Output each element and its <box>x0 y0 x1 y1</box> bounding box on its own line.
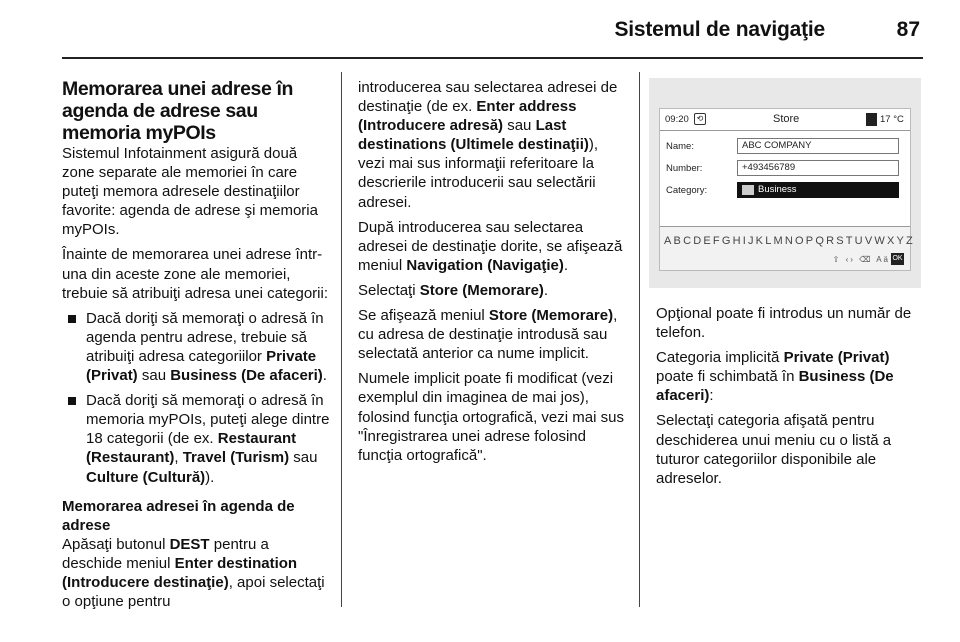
number-field[interactable]: +493456789 <box>737 160 899 176</box>
paragraph: Selectaţi Store (Memorare). <box>358 281 549 299</box>
paragraph: Apăsaţi butonul DEST pentru a deschide meniul Enter destination (Introducere destinaţie), apoi selectaţi o opţiune pentru <box>62 535 325 611</box>
ok-button[interactable]: OK <box>891 253 904 265</box>
paragraph: Înainte de memorarea unei adrese într-una din aceste zone ale memoriei, trebuie să atribuiţi adresa unei categorii: <box>62 246 328 302</box>
speller-control-icons[interactable]: ⇧ ‹› ⌫ Aä <box>832 255 890 264</box>
paragraph: Categoria implicită Private (Privat) poate fi schimbată în Business (De afaceri): <box>656 349 894 405</box>
category-icon <box>742 185 754 195</box>
speller-letters[interactable]: ABCDEFGHIJKLMNOPQRSTUVWXYZ <box>664 235 915 247</box>
bullet-square-icon <box>68 315 76 323</box>
paragraph: Sistemul Infotainment asigură două zone separate ale memoriei în care puteţi memora adresele destinaţiilor favorite: agenda de adrese şi memoria myPOIs. <box>62 145 318 239</box>
name-field[interactable]: ABC COMPANY <box>737 138 899 154</box>
category-field[interactable]: Business <box>737 182 899 198</box>
bullet-square-icon <box>68 397 76 405</box>
screen-status-bar <box>660 109 910 131</box>
list-item: Dacă doriţi să memoraţi o adresă în agenda pentru adrese, trebuie să atribuiţi adresa categoriilor Private (Privat) sau Business (De afaceri). <box>62 309 330 385</box>
speller-keyboard <box>660 226 915 270</box>
paragraph: Selectaţi categoria afişată pentru deschiderea unui meniu cu o listă a tuturor categoriilor disponibile ale adreselor. <box>656 412 892 487</box>
name-label: Name: <box>666 141 694 152</box>
header-rule <box>62 57 923 59</box>
header-title: Sistemul de navigaţie <box>614 18 825 41</box>
column-1 <box>62 78 330 617</box>
clock-time: 09:20 <box>665 114 689 125</box>
paragraph: introducerea sau selectarea adresei de destinaţie (de ex. Enter address (Introducere adresă) sau Last destinations (Ultimele destinaţii)), vezi mai sus informaţii referitoare la descrierile introducerii sau selectării adresei. <box>358 79 618 211</box>
paragraph: După introducerea sau selectarea adresei de destinaţie dorite, se afişează meniul Navigation (Navigaţie). <box>358 218 623 274</box>
page-number: 87 <box>896 18 920 41</box>
paragraph: Se afişează meniul Store (Memorare), cu adresa de destinaţie introdusă sau selectată anterior ca nume implicit. <box>358 307 618 363</box>
column-divider <box>341 72 342 607</box>
category-label: Category: <box>666 185 708 196</box>
number-label: Number: <box>666 163 703 174</box>
column-divider <box>639 72 640 607</box>
section-title: Memorarea unei adrese în agenda de adrese sau memoria myPOIs <box>62 78 293 144</box>
column-3 <box>656 304 924 494</box>
temperature: 17 °C <box>880 114 904 125</box>
thermometer-icon <box>866 113 877 126</box>
paragraph: Opţional poate fi introdus un număr de telefon. <box>656 305 912 342</box>
list-item: Dacă doriţi să memoraţi o adresă în memoria myPOIs, puteţi alege dintre 18 categorii (de ex. Restaurant (Restaurant), Travel (Turism) sau Culture (Cultură)). <box>62 391 330 486</box>
subsection-title: Memorarea adresei în agenda de adrese <box>62 497 295 534</box>
back-icon: ⟲ <box>694 113 706 125</box>
paragraph: Numele implicit poate fi modificat (vezi exemplul din imaginea de mai jos), folosind funcţia ortografică, vezi mai sus "Înregistrarea unei adrese folosind funcţia ortografică". <box>358 370 624 464</box>
store-menu-screenshot <box>649 78 921 288</box>
column-2 <box>358 78 626 471</box>
store-screen <box>659 108 915 271</box>
screen-title: Store <box>773 113 800 125</box>
